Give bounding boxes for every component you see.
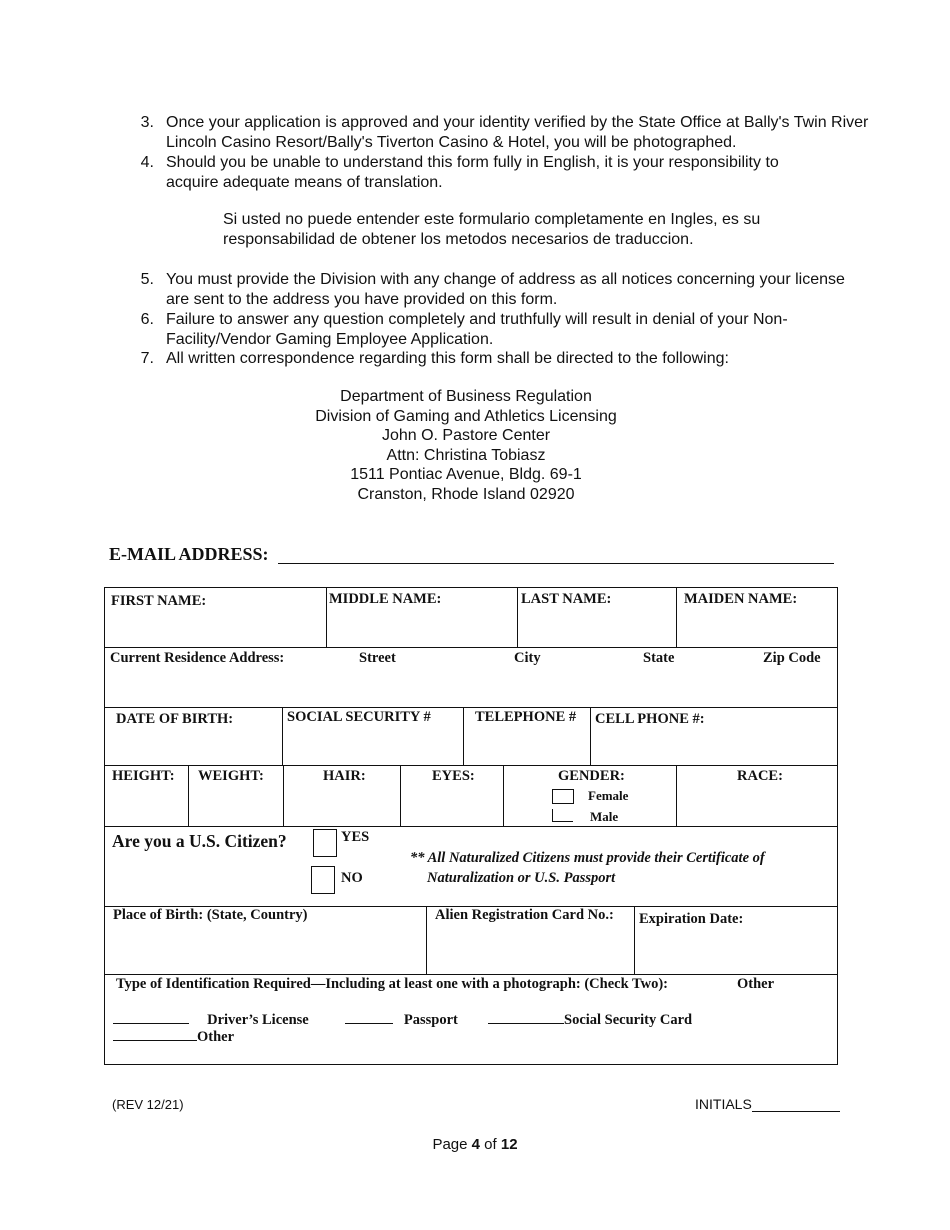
height-label: HEIGHT: <box>112 768 175 784</box>
instruction-text: You must provide the Division with any change of address as all notices concerning your license are sent to the address you have provided on this form. <box>166 271 845 308</box>
zip-code-label: Zip Code <box>763 650 821 666</box>
social-security-card-label: Social Security Card <box>564 1012 693 1028</box>
col-divider <box>282 707 283 765</box>
passport-option[interactable] <box>345 1012 458 1029</box>
col-divider <box>400 765 401 826</box>
col-divider <box>503 765 504 826</box>
address-line: John O. Pastore Center <box>381 427 551 445</box>
page-current: 4 <box>471 1136 480 1153</box>
alien-registration-label: Alien Registration Card No.: <box>435 907 614 923</box>
citizen-no-label: NO <box>341 870 363 886</box>
other-id-label: Other <box>197 1029 235 1045</box>
col-divider <box>676 588 677 647</box>
naturalization-note: ** All Naturalized Citizens must provide their Certificate of <box>410 850 765 866</box>
col-divider <box>463 707 464 765</box>
col-divider <box>283 765 284 826</box>
revision-label: (REV 12/21) <box>112 1097 184 1112</box>
initials-label: INITIALS <box>695 1096 752 1112</box>
address-line: Attn: Christina Tobiasz <box>386 446 546 464</box>
address-line: Cranston, Rhode Island 02920 <box>357 485 575 503</box>
male-label: Male <box>590 809 619 824</box>
passport-label: Passport <box>403 1012 458 1028</box>
page-of: of <box>480 1136 501 1153</box>
instruction-number: 3. <box>140 114 154 131</box>
instruction-number: 5. <box>140 271 154 288</box>
expiration-date-label: Expiration Date: <box>639 911 744 927</box>
gender-label: GENDER: <box>558 768 625 784</box>
eyes-label: EYES: <box>432 768 475 784</box>
page-total: 12 <box>500 1136 518 1153</box>
col-divider <box>634 906 635 974</box>
identification-required-label: Type of Identification Required—Including at least one with a photograph: (Check Two): <box>116 976 668 992</box>
citizen-yes-label: YES <box>341 829 370 845</box>
row-divider <box>105 707 837 708</box>
identification-other-label: Other <box>737 976 775 992</box>
email-label: E-MAIL ADDRESS: <box>109 544 269 564</box>
instruction-text: Should you be unable to understand this form fully in English, it is your responsibility to acquire adequate means of translation. <box>166 154 779 191</box>
col-divider <box>188 765 189 826</box>
date-of-birth-label: DATE OF BIRTH: <box>116 711 234 727</box>
citizen-question: Are you a U.S. Citizen? <box>112 831 287 851</box>
applicant-form <box>104 587 838 1065</box>
row-divider <box>105 765 837 766</box>
passport-blank[interactable] <box>345 1022 393 1024</box>
citizen-no-checkbox[interactable] <box>311 866 335 894</box>
citizen-yes-checkbox[interactable] <box>313 829 337 857</box>
instruction-text: All written correspondence regarding this form shall be directed to the following: <box>166 350 729 367</box>
state-label: State <box>643 650 675 666</box>
street-label: Street <box>359 650 396 666</box>
last-name-label: LAST NAME: <box>521 591 612 607</box>
drivers-license-option[interactable] <box>113 1012 309 1029</box>
hair-label: HAIR: <box>323 768 366 784</box>
social-security-card-option[interactable] <box>488 1012 692 1029</box>
female-checkbox[interactable] <box>552 789 574 804</box>
col-divider <box>676 765 677 826</box>
email-field[interactable] <box>278 563 834 564</box>
row-divider <box>105 826 837 827</box>
instruction-number: 4. <box>140 154 154 171</box>
instruction-number: 6. <box>140 311 154 328</box>
other-id-blank[interactable] <box>113 1039 197 1041</box>
col-divider <box>326 588 327 647</box>
weight-label: WEIGHT: <box>198 768 264 784</box>
col-divider <box>590 707 591 765</box>
naturalization-note: Naturalization or U.S. Passport <box>427 870 616 886</box>
address-line: Division of Gaming and Athletics Licensing <box>315 407 617 425</box>
address-line: 1511 Pontiac Avenue, Bldg. 69-1 <box>350 466 582 484</box>
race-label: RACE: <box>737 768 783 784</box>
place-of-birth-label: Place of Birth: (State, Country) <box>113 907 308 923</box>
page-prefix: Page <box>432 1136 472 1153</box>
initials-line[interactable] <box>752 1097 840 1112</box>
col-divider <box>517 588 518 647</box>
instruction-text: Failure to answer any question completely and truthfully will result in denial of your Non- Facility/Vendor Gaming Employee Application. <box>166 311 788 348</box>
spanish-translation-note: Si usted no puede entender este formulario completamente en Ingles, es su responsabilidad de obtener los metodos necesarios de traduccion. <box>223 211 761 248</box>
address-line: Department of Business Regulation <box>340 388 592 405</box>
female-label: Female <box>588 788 629 803</box>
row-divider <box>105 974 837 975</box>
maiden-name-label: MAIDEN NAME: <box>684 591 798 607</box>
col-divider <box>426 906 427 974</box>
male-checkbox[interactable] <box>552 809 573 822</box>
telephone-label: TELEPHONE # <box>475 709 577 725</box>
drivers-license-label: Driver’s License <box>207 1012 309 1028</box>
instruction-text: Once your application is approved and your identity verified by the State Office at Bally's Twin River Lincoln Casino Resort/Bally's Tiverton Casino & Hotel, you will be photographed. <box>166 114 869 151</box>
cell-phone-label: CELL PHONE #: <box>595 711 705 727</box>
first-name-label: FIRST NAME: <box>111 593 207 609</box>
city-label: City <box>514 650 541 666</box>
social-security-label: SOCIAL SECURITY # <box>287 709 431 725</box>
row-divider <box>105 647 837 648</box>
other-id-option[interactable] <box>113 1029 234 1046</box>
mailing-address <box>300 387 632 505</box>
drivers-license-blank[interactable] <box>113 1022 189 1024</box>
social-security-card-blank[interactable] <box>488 1022 564 1024</box>
middle-name-label: MIDDLE NAME: <box>329 591 442 607</box>
residence-address-label: Current Residence Address: <box>110 650 285 666</box>
instruction-number: 7. <box>140 350 154 367</box>
page-number <box>0 1136 950 1153</box>
initials-field[interactable] <box>695 1096 840 1112</box>
